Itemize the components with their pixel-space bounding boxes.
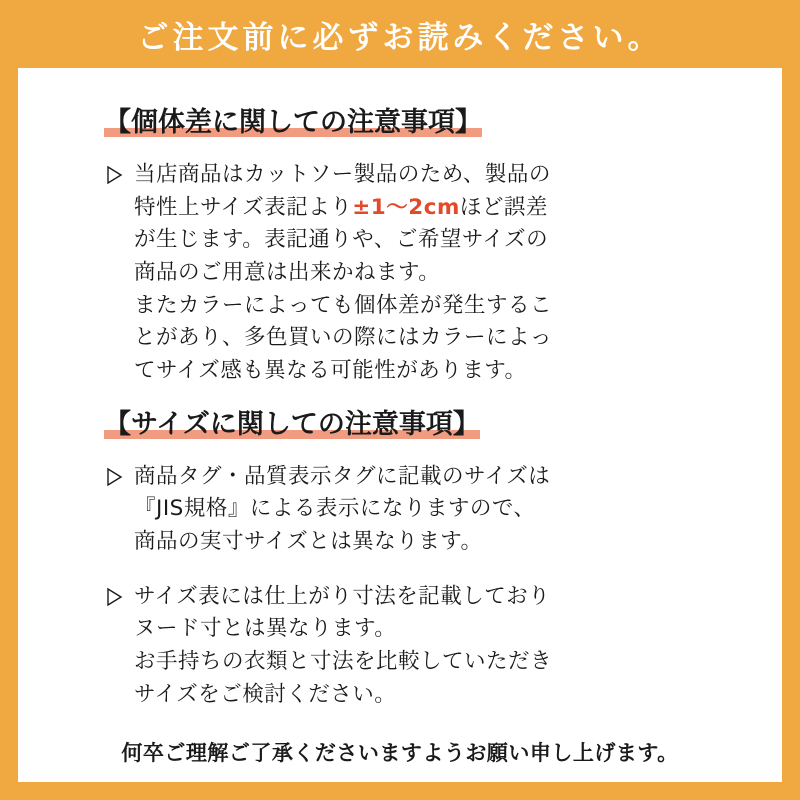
notice-content (18, 68, 782, 767)
bullet-item (104, 581, 752, 712)
bullet-text: 商品タグ・品質表示タグに記載のサイズは 『JIS規格』による表示になりますので、 商品の実寸サイズとは異なります。 (134, 463, 551, 555)
notice-panel (18, 68, 782, 782)
triangle-right-icon (104, 581, 134, 607)
bullet-item (104, 461, 752, 559)
bullet-text: サイズ表には仕上がり寸法を記載しており ヌード寸とは異なります。 お手持ちの衣類と寸法を比較していただき サイズをご検討ください。 (134, 583, 553, 707)
bullet-item (104, 159, 752, 388)
emphasis-tolerance: ±1〜2cm (352, 194, 460, 220)
section-heading-individual-differences: 【個体差に関しての注意事項】 (104, 107, 482, 138)
triangle-right-icon (104, 159, 134, 185)
bullet-text: 当店商品はカットソー製品のため、製品の 特性上サイズ表記より±1〜2cmほど誤差 が生じます。表記通りや、ご希望サイズの 商品のご用意は出来かねます。 またカラーによっても個体差が発生するこ とがあり、多色買いの際にはカラーによっ てサイズ感も異なる可能性があります。 (134, 162, 553, 384)
section-heading-size: 【サイズに関しての注意事項】 (104, 408, 480, 440)
triangle-right-icon (104, 461, 134, 487)
page-title: ご注文前に必ずお読みください。 (137, 19, 663, 56)
footer-note: 何卒ご理解ご了承くださいますようお願い申し上げます。 (121, 741, 679, 766)
